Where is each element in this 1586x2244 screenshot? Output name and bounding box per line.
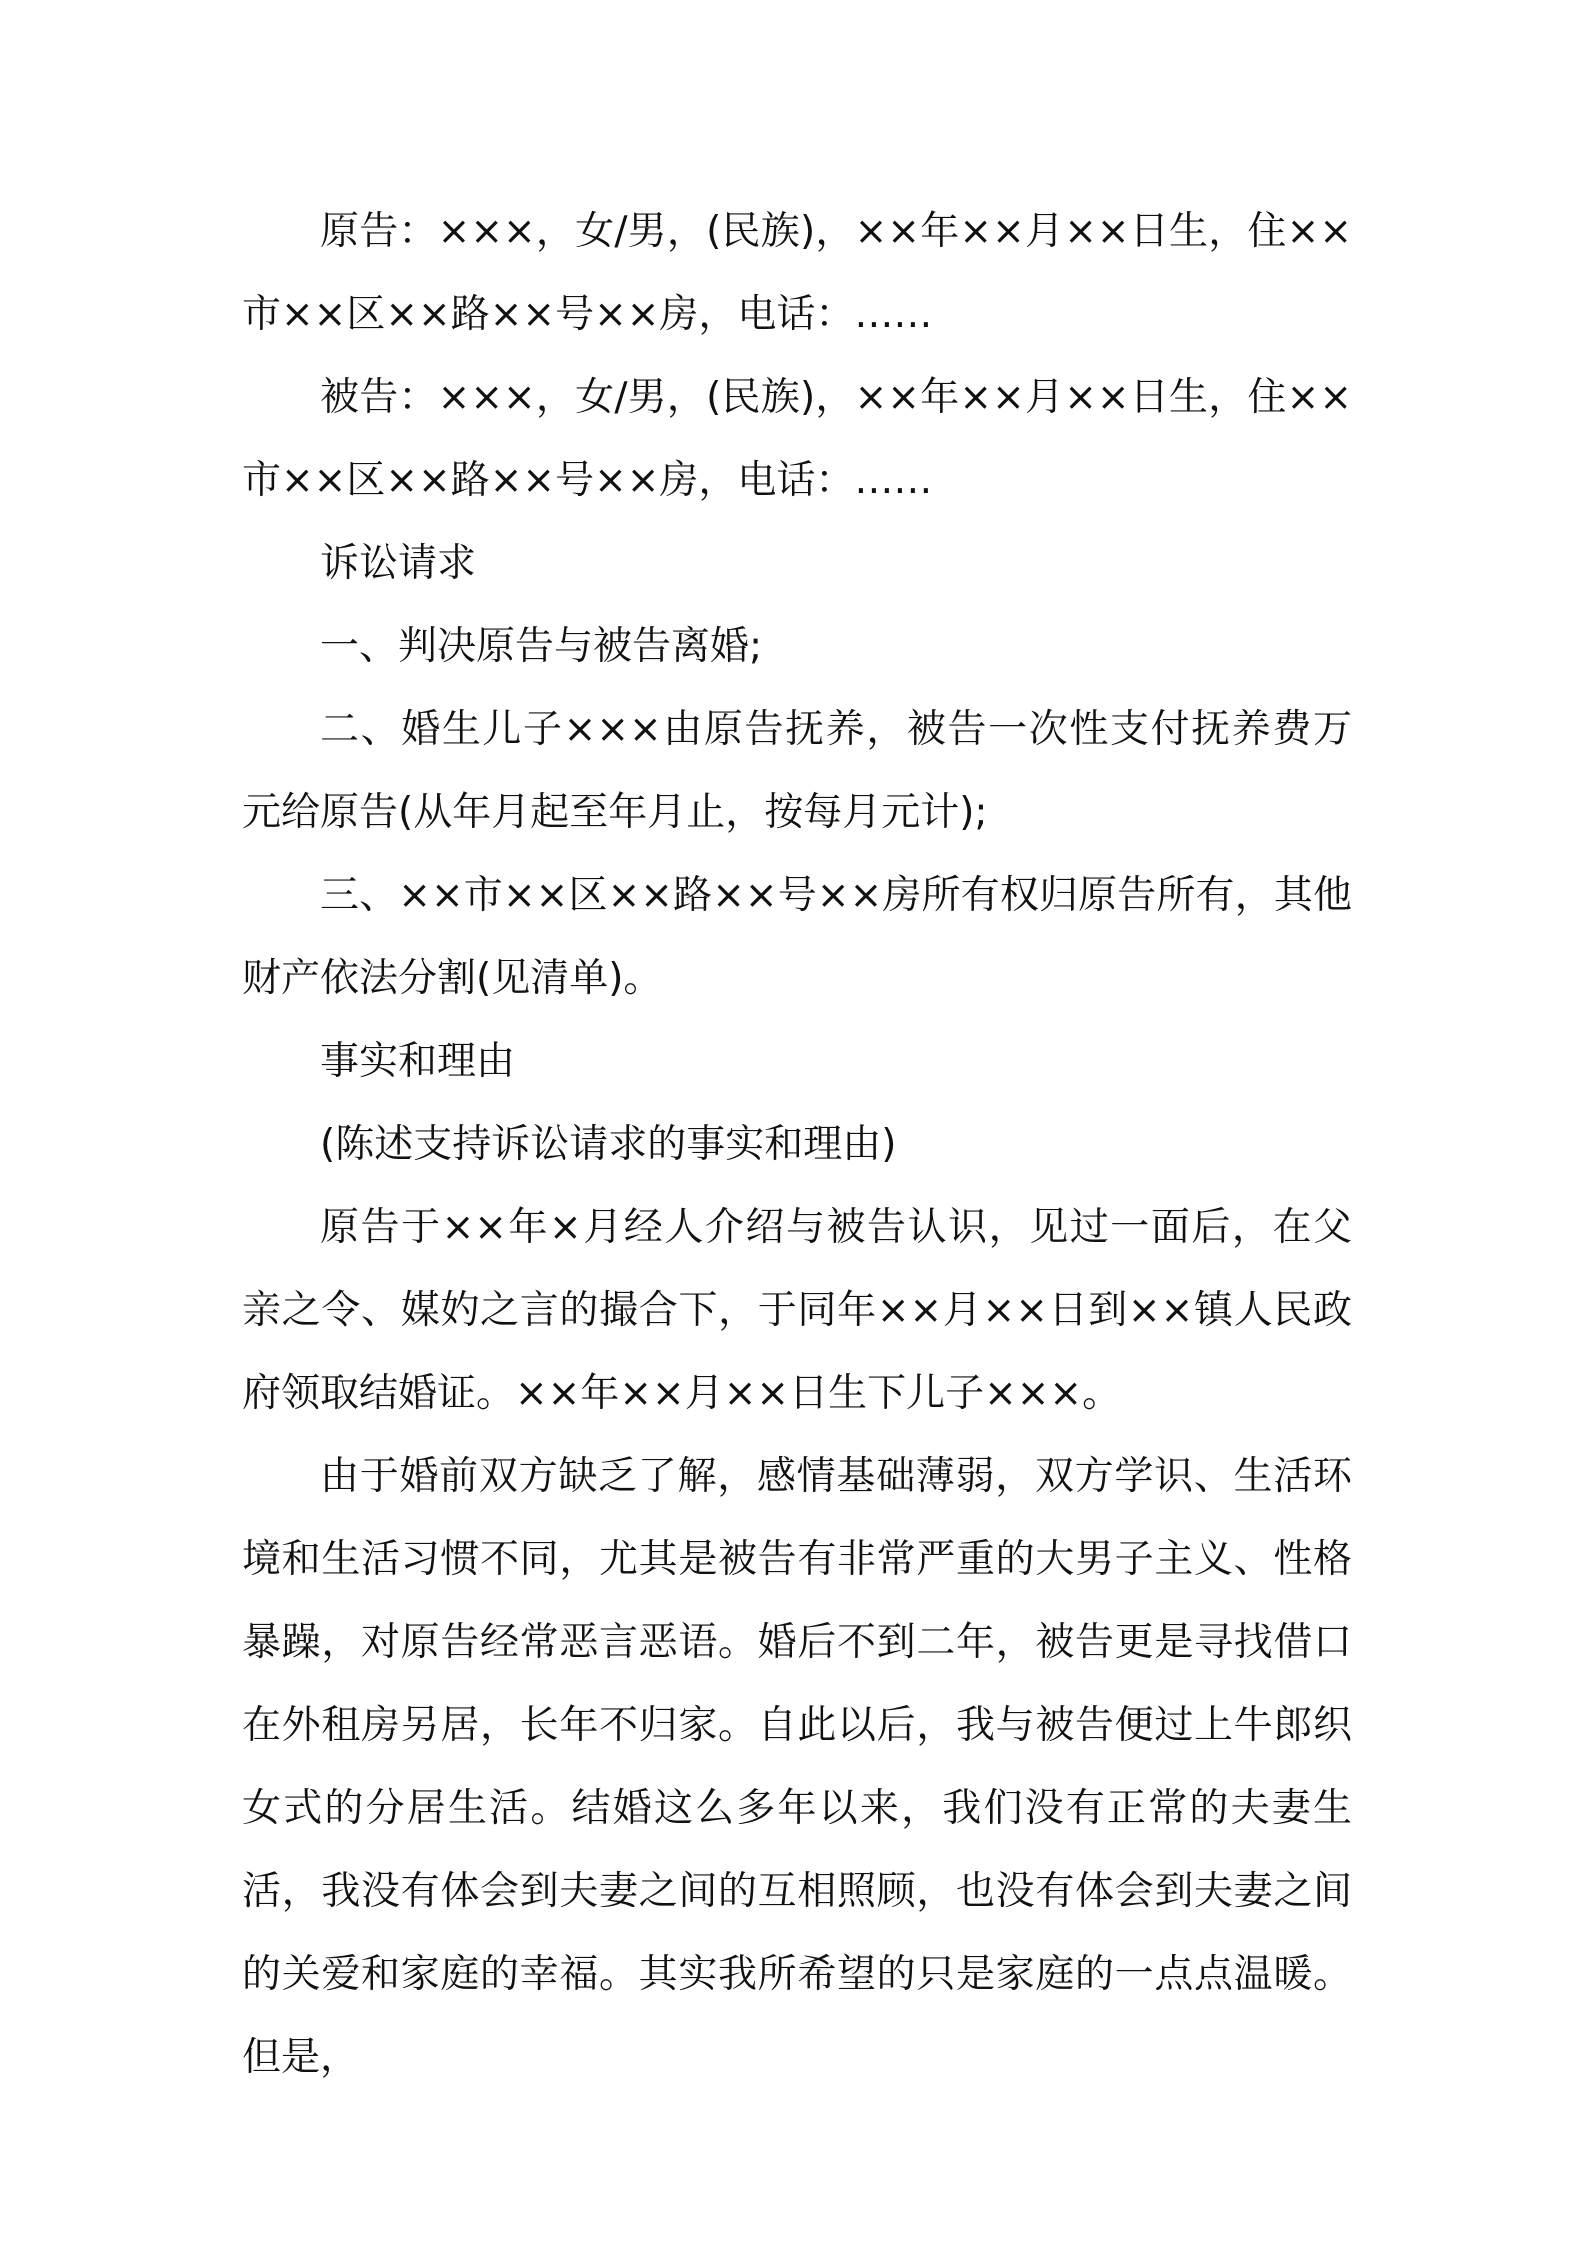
claim-item-2: 二、婚生儿子×××由原告抚养，被告一次性支付抚养费万元给原告(从年月起至年月止，按每月元计); [242,707,1352,835]
facts-note: (陈述支持诉讼请求的事实和理由) [320,1122,897,1167]
claim-item-1: 一、判决原告与被告离婚; [320,624,763,669]
claim-item-3: 三、××市××区××路××号××房所有权归原告所有，其他财产依法分割(见清单)。 [242,873,1352,1001]
claims-heading: 诉讼请求 [320,541,477,586]
facts-paragraph-1: 原告于××年×月经人介绍与被告认识，见过一面后，在父亲之令、媒妁之言的撮合下，于同年××月××日到××镇人民政府领取结婚证。××年××月××日生下儿子×××。 [242,1205,1352,1416]
plaintiff-info: 原告：×××，女/男，(民族)，××年××月××日生，住××市××区××路××号××房，电话：…… [242,209,1352,337]
facts-paragraph-2: 由于婚前双方缺乏了解，感情基础薄弱，双方学识、生活环境和生活习惯不同，尤其是被告有非常严重的大男子主义、性格暴躁，对原告经常恶言恶语。婚后不到二年，被告更是寻找借口在外租房另居，长年不归家。自此以后，我与被告便过上牛郎织女式的分居生活。结婚这么多年以来，我们没有正常的夫妻生活，我没有体会到夫妻之间的互相照顾，也没有体会到夫妻之间的关爱和家庭的幸福。其实我所希望的只是家庭的一点点温暖。但是， [242,1454,1352,2080]
facts-heading: 事实和理由 [320,1039,516,1084]
document-body [242,190,1352,2099]
defendant-info: 被告：×××，女/男，(民族)，××年××月××日生，住××市××区××路××号××房，电话：…… [242,375,1352,503]
